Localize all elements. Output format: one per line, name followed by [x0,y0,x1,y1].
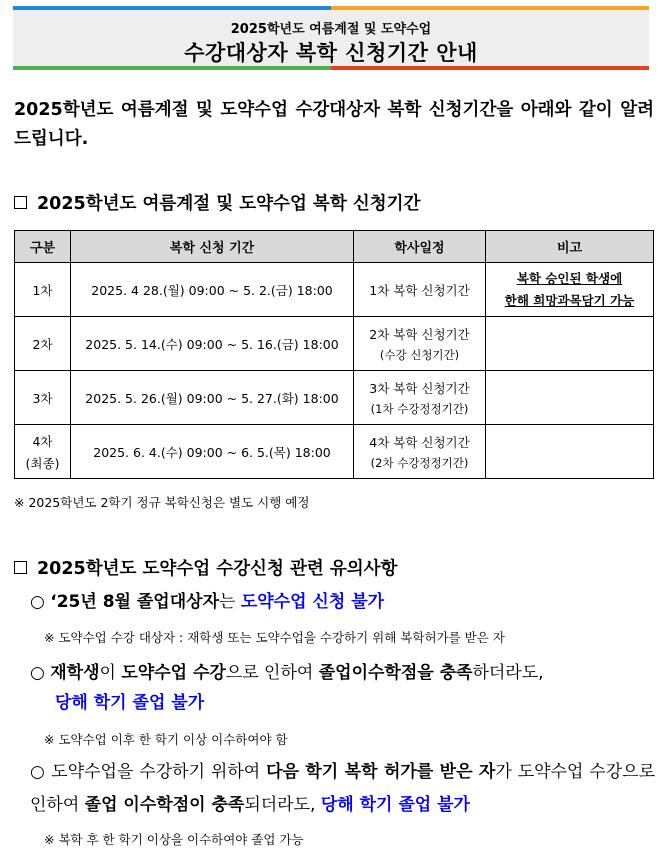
table-row [15,425,654,479]
round-label: 2차 [32,336,53,352]
header-subtitle: 2025학년도 여름계절 및 도약수업 [230,22,432,37]
schedule-label: 3차 복학 신청기간 [369,380,470,396]
cell-remark [486,263,654,317]
stripe-green [13,66,331,70]
table-header-row [15,231,654,263]
note-3: ※ 복학 후 한 학기 이상을 이수하여야 졸업 가능 [44,832,304,847]
table-footnote: ※ 2025학년도 2학기 정규 복학신청은 별도 시행 예정 [14,495,310,510]
round-label: 4차 [32,433,53,449]
bullet3-part3: 가 도약수업 수강으로 인하여 [30,762,655,815]
notice-bullet-2 [30,658,655,718]
section1-title: 2025학년도 여름계절 및 도약수업 복학 신청기간 [37,194,421,214]
bullet2-part5: 졸업이수학점을 충족 [318,663,473,683]
cell-remark-empty [486,317,654,371]
col-header-remark: 비고 [486,231,654,263]
bullet3-part5: 되더라도, [244,795,321,815]
cell-period: 2025. 5. 26.(월) 09:00 ~ 5. 27.(화) 18:00 [71,371,354,425]
checkbox-square-icon [14,196,27,209]
circle-bullet-icon: ○ [30,762,46,782]
round-label: 1차 [32,282,53,298]
bullet2-part1: 재학생 [50,663,100,683]
cell-round [15,263,71,317]
round-label: 3차 [32,390,53,406]
cell-round [15,425,71,479]
round-sub-label: (최종) [25,455,60,471]
bullet3-part6: 당해 학기 졸업 불가 [320,795,470,815]
cell-round [15,371,71,425]
bullet2-part6: 하더라도, [472,663,544,683]
circle-bullet-icon: ○ [30,663,45,683]
schedule-sub-label: (수강 신청기간) [379,347,460,362]
header-banner [13,6,649,70]
bullet3-part4: 졸업 이수학점이 충족 [84,795,245,815]
stripe-red [331,66,649,70]
header-bottom-stripe [13,66,649,70]
section1-heading [14,190,420,215]
cell-period: 2025. 4 28.(월) 09:00 ~ 5. 2.(금) 18:00 [71,263,354,317]
circle-bullet-icon: ○ [30,592,45,612]
cell-schedule [354,317,486,371]
cell-period: 2025. 6. 4.(수) 09:00 ~ 6. 5.(목) 18:00 [71,425,354,479]
table-row [15,371,654,425]
col-header-schedule: 학사일정 [354,231,486,263]
cell-remark-empty [486,371,654,425]
cell-schedule [354,425,486,479]
cell-schedule [354,371,486,425]
bullet2-part7: 당해 학기 졸업 불가 [55,693,205,713]
bullet2-part3: 도약수업 수강 [121,663,226,683]
page-title: 수강대상자 복학 신청기간 안내 [184,41,478,65]
section2-title: 2025학년도 도약수업 수강신청 관련 유의사항 [37,559,398,579]
bullet3-part1: 도약수업을 수강하기 위하여 [51,762,267,782]
intro-text: 2025학년도 여름계절 및 도약수업 수강대상자 복학 신청기간을 아래와 같이 알려드립니다. [14,100,654,149]
stripe-blue [13,6,331,10]
checkbox-square-icon [14,561,27,574]
note-2: ※ 도약수업 이후 한 학기 이상 이수하여야 함 [44,732,288,747]
bullet1-part2: 는 [219,592,241,612]
col-header-round: 구분 [15,231,71,263]
bullet2-part2: 이 [99,663,122,683]
table-row [15,263,654,317]
bullet3-part2: 다음 학기 복학 허가를 받은 자 [266,762,496,782]
schedule-label: 2차 복학 신청기간 [369,326,470,342]
col-header-period: 복학 신청 기간 [71,231,354,263]
cell-period: 2025. 5. 14.(수) 09:00 ~ 5. 16.(금) 18:00 [71,317,354,371]
remark-line1: 복학 승인된 학생에 [516,270,623,286]
cell-round [15,317,71,371]
bullet1-part3: 도약수업 신청 불가 [240,592,385,612]
bullet1-part1: ‘25년 8월 졸업대상자 [50,592,219,612]
cell-schedule [354,263,486,317]
schedule-sub-label: (2차 수강정정기간) [370,455,469,470]
schedule-label: 1차 복학 신청기간 [369,282,470,298]
stripe-orange [331,6,649,10]
section2-heading [14,555,397,580]
notice-bullet-1 [30,587,655,617]
notice-bullet-3 [30,756,655,822]
table-row [15,317,654,371]
cell-remark-empty [486,425,654,479]
schedule-sub-label: (1차 수강정정기간) [370,401,469,416]
schedule-table [14,230,654,479]
remark-line2: 한해 희망과목담기 가능 [504,292,635,308]
note-1: ※ 도약수업 수강 대상자 : 재학생 또는 도약수업을 수강하기 위해 복학허가를 받은 자 [44,630,505,645]
schedule-label: 4차 복학 신청기간 [369,434,470,450]
header-top-stripe [13,6,649,10]
bullet2-part4: 으로 인하여 [225,663,319,683]
